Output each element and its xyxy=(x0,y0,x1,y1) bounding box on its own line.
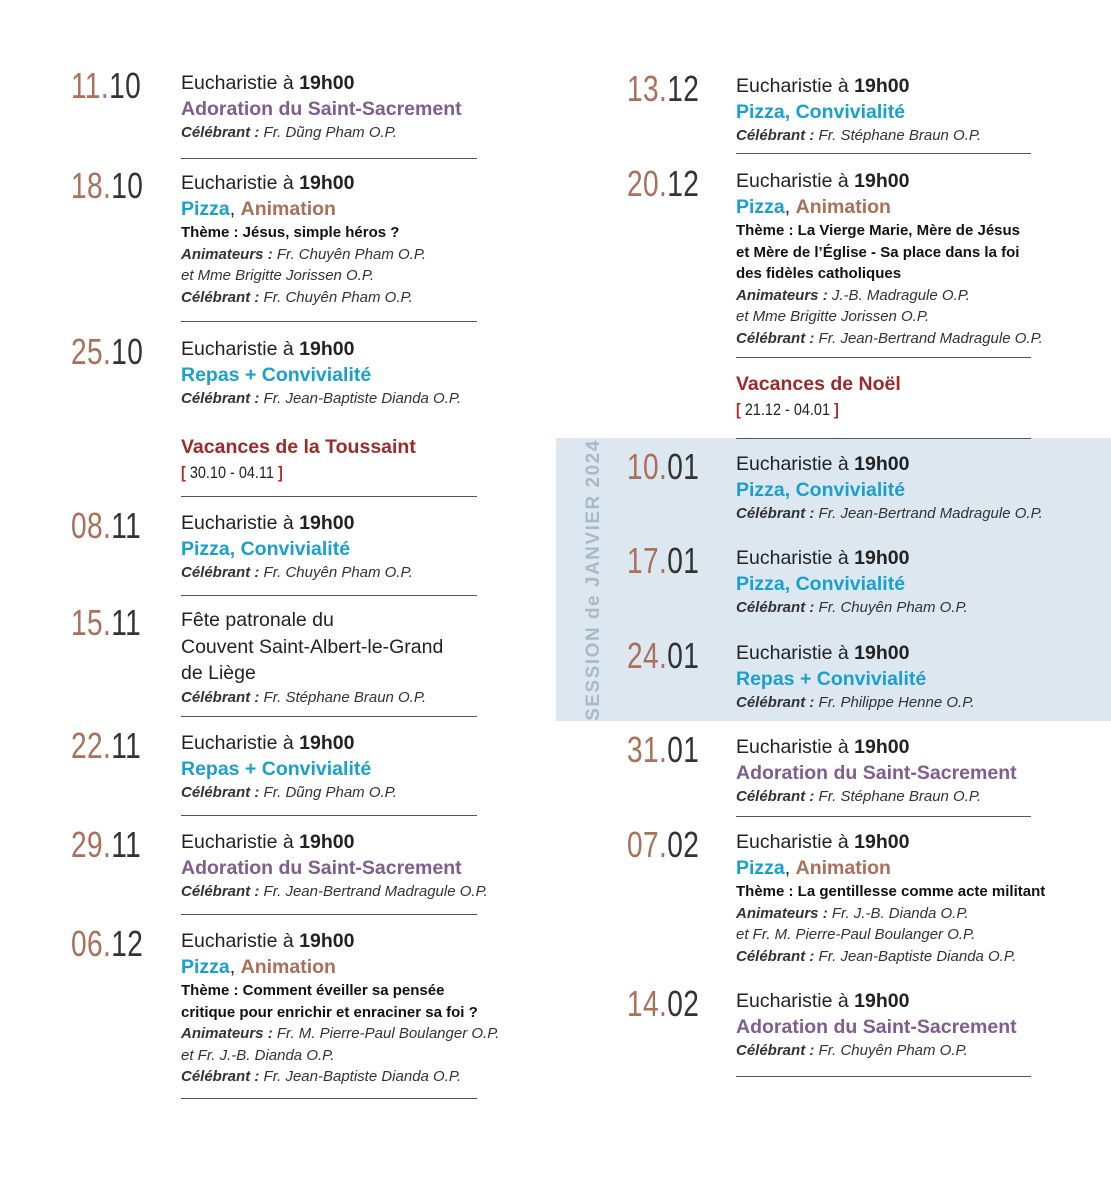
vacation-title: Vacances de la Toussaint xyxy=(181,436,416,458)
mass-label: Eucharistie à xyxy=(181,930,300,952)
celebrant-label: Célébrant : xyxy=(736,599,815,616)
activity-dark: , xyxy=(784,196,796,218)
date-month: 10 xyxy=(109,65,142,106)
animateurs-names: et Mme Brigitte Jorissen O.P. xyxy=(181,267,375,284)
mass-label: Eucharistie à xyxy=(736,831,855,853)
mass-time: 19h00 xyxy=(299,831,355,853)
celebrant-name: Fr. Chuyên Pham O.P. xyxy=(814,1042,968,1059)
date-month: 01 xyxy=(667,446,700,487)
date-dot: . xyxy=(103,331,112,372)
celebrant-label: Célébrant : xyxy=(181,883,260,900)
activity-dark: , xyxy=(784,857,796,879)
celebrant-label: Célébrant : xyxy=(736,788,815,805)
animateurs-names: et Fr. J.-B. Dianda O.P. xyxy=(181,1046,335,1064)
date-dot: . xyxy=(659,729,668,770)
celebrant-label: Célébrant : xyxy=(736,127,815,144)
separator-line xyxy=(736,1076,1031,1077)
animateurs-names: Fr. Chuyên Pham O.P. xyxy=(272,245,427,263)
celebrant-line xyxy=(181,687,541,709)
mass-label: Eucharistie à xyxy=(181,338,300,360)
mass-line xyxy=(736,451,1106,477)
entry-date xyxy=(71,506,141,546)
entry-date xyxy=(627,164,699,204)
activity-brown: Animation xyxy=(795,196,891,218)
date-day: 15 xyxy=(71,602,104,643)
date-day: 25 xyxy=(71,331,104,372)
activity-line xyxy=(181,756,541,782)
date-month: 11 xyxy=(111,824,142,865)
entry-date xyxy=(71,924,143,964)
entry-date xyxy=(71,825,141,865)
mass-label: Eucharistie à xyxy=(736,736,855,758)
animateurs-line xyxy=(736,285,1106,307)
entry-date xyxy=(627,69,699,109)
celebrant-label: Célébrant : xyxy=(736,694,815,711)
date-dot: . xyxy=(659,983,668,1024)
celebrant-label: Célébrant : xyxy=(736,947,815,965)
date-month: 10 xyxy=(111,165,144,206)
activity-line xyxy=(181,196,541,222)
date-day: 11 xyxy=(71,65,101,106)
theme-line: critique pour enrichir et enraciner sa foi ? xyxy=(181,1003,478,1021)
mass-time: 19h00 xyxy=(299,72,355,94)
entry-date xyxy=(627,636,699,676)
theme-line: et Mère de l’Église - Sa place dans la foi xyxy=(736,243,1020,261)
date-dot: . xyxy=(100,65,110,106)
entry-body xyxy=(181,70,541,144)
fete-line: Fête patronale du xyxy=(181,609,334,631)
date-day: 13 xyxy=(627,68,660,109)
mass-line xyxy=(181,170,541,196)
mass-line xyxy=(181,928,541,954)
celebrant-line xyxy=(736,946,1106,968)
animateurs-line xyxy=(736,924,1106,946)
entry-body xyxy=(181,730,541,804)
activity-line xyxy=(736,99,1106,125)
date-month: 02 xyxy=(667,983,700,1024)
date-day: 22 xyxy=(71,725,104,766)
entry-date xyxy=(627,730,699,770)
theme-line: Thème : Jésus, simple héros ? xyxy=(181,224,400,241)
animateurs-names: et Mme Brigitte Jorissen O.P. xyxy=(736,308,930,325)
date-dot: . xyxy=(103,505,112,546)
date-month: 10 xyxy=(111,331,144,372)
celebrant-name: Fr. Jean-Baptiste Dianda O.P. xyxy=(259,390,462,407)
date-dot: . xyxy=(659,446,668,487)
date-day: 18 xyxy=(71,165,104,206)
bracket-open: [ xyxy=(736,400,745,419)
activity-brown: Animation xyxy=(240,956,336,978)
celebrant-line xyxy=(736,503,1106,525)
entry-body xyxy=(736,73,1106,147)
entry-date xyxy=(627,447,699,487)
separator-line xyxy=(736,153,1031,154)
mass-line xyxy=(736,640,1106,666)
date-month: 12 xyxy=(667,163,700,204)
mass-label: Eucharistie à xyxy=(736,75,855,97)
entry-body xyxy=(736,734,1106,808)
activity-brown: Animation xyxy=(795,857,891,879)
entry-body xyxy=(181,607,541,708)
mass-label: Eucharistie à xyxy=(736,642,855,664)
activity-brown: Animation xyxy=(240,198,336,220)
mass-time: 19h00 xyxy=(854,547,910,569)
date-dot: . xyxy=(659,635,668,676)
date-day: 08 xyxy=(71,505,104,546)
date-day: 07 xyxy=(627,824,660,865)
date-dot: . xyxy=(103,824,112,865)
mass-line xyxy=(181,829,541,855)
separator-line xyxy=(181,595,477,596)
mass-line xyxy=(736,168,1106,194)
fete-line: de Liège xyxy=(181,662,256,684)
activity-line xyxy=(736,760,1106,786)
activity-purple: Adoration du Saint-Sacrement xyxy=(181,98,462,120)
entry-body xyxy=(736,371,1106,423)
celebrant-line xyxy=(181,782,541,804)
animateurs-label: Animateurs : xyxy=(181,245,273,263)
entry-date xyxy=(71,166,143,206)
activity-line xyxy=(736,194,1106,220)
celebrant-name: Fr. Chuyên Pham O.P. xyxy=(259,288,413,306)
celebrant-name: Fr. Dũng Pham O.P. xyxy=(259,784,397,801)
activity-line xyxy=(181,536,541,562)
animateurs-label: Animateurs : xyxy=(736,904,828,922)
bracket-close: ] xyxy=(273,463,283,482)
animateurs-names: et Fr. M. Pierre-Paul Boulanger O.P. xyxy=(736,926,976,943)
date-dot: . xyxy=(103,725,112,766)
activity-line xyxy=(181,954,541,980)
animateurs-names: Fr. J.-B. Dianda O.P. xyxy=(827,904,969,922)
animateurs-line xyxy=(181,265,541,287)
activity-dark: , xyxy=(229,956,241,978)
mass-time: 19h00 xyxy=(299,172,355,194)
date-day: 24 xyxy=(627,635,660,676)
celebrant-name: Fr. Dũng Pham O.P. xyxy=(259,124,397,141)
date-month: 11 xyxy=(111,602,142,643)
date-month: 01 xyxy=(667,540,700,581)
activity-blue: Pizza xyxy=(736,857,785,879)
celebrant-name: Fr. Chuyên Pham O.P. xyxy=(814,599,968,616)
activity-line xyxy=(181,96,541,122)
animateurs-line xyxy=(181,1023,541,1045)
entry-body xyxy=(181,510,541,584)
celebrant-line xyxy=(736,328,1106,350)
celebrant-name: Fr. Stéphane Braun O.P. xyxy=(814,127,982,144)
mass-line xyxy=(736,545,1106,571)
activity-blue: Pizza xyxy=(181,198,230,220)
date-day: 17 xyxy=(627,540,660,581)
animateurs-line xyxy=(181,1045,541,1067)
mass-time: 19h00 xyxy=(299,512,355,534)
vacation-date-range: 30.10 - 04.11 xyxy=(189,463,274,482)
celebrant-name: Fr. Jean-Baptiste Dianda O.P. xyxy=(814,947,1017,965)
activity-blue: Pizza, Convivialité xyxy=(736,479,906,501)
celebrant-label: Célébrant : xyxy=(736,505,815,522)
separator-line xyxy=(736,438,1031,439)
mass-label: Eucharistie à xyxy=(181,831,300,853)
separator-line xyxy=(181,914,477,915)
celebrant-label: Célébrant : xyxy=(181,564,260,581)
celebrant-line xyxy=(736,786,1106,808)
session-label-text: SESSION de JANVIER 2024 xyxy=(583,439,604,721)
entry-date xyxy=(71,332,143,372)
entry-date xyxy=(71,603,141,643)
activity-line xyxy=(736,477,1106,503)
celebrant-name: Fr. Jean-Baptiste Dianda O.P. xyxy=(259,1068,462,1085)
mass-line xyxy=(181,730,541,756)
mass-line xyxy=(736,829,1106,855)
celebrant-label: Célébrant : xyxy=(181,288,260,306)
activity-purple: Adoration du Saint-Sacrement xyxy=(181,857,462,879)
bracket-close: ] xyxy=(830,400,839,419)
entry-body xyxy=(736,168,1106,349)
date-month: 01 xyxy=(667,635,700,676)
mass-time: 19h00 xyxy=(299,338,355,360)
date-dot: . xyxy=(103,923,112,964)
date-month: 12 xyxy=(111,923,144,964)
mass-label: Eucharistie à xyxy=(181,172,300,194)
date-day: 31 xyxy=(627,729,660,770)
celebrant-name: Fr. Jean-Bertrand Madragule O.P. xyxy=(259,883,488,900)
date-dot: . xyxy=(659,163,668,204)
activity-blue: Repas + Convivialité xyxy=(181,758,372,780)
activity-blue: Pizza xyxy=(181,956,230,978)
date-day: 20 xyxy=(627,163,660,204)
entry-body xyxy=(181,829,541,903)
theme-line: Thème : La Vierge Marie, Mère de Jésus xyxy=(736,222,1021,239)
activity-blue: Repas + Convivialité xyxy=(736,668,927,690)
separator-line xyxy=(736,357,1031,358)
celebrant-line xyxy=(181,122,541,144)
activity-purple: Adoration du Saint-Sacrement xyxy=(736,762,1017,784)
date-day: 06 xyxy=(71,923,104,964)
entry-body xyxy=(181,170,541,308)
activity-blue: Repas + Convivialité xyxy=(181,364,372,386)
activity-line xyxy=(181,855,541,881)
celebrant-label: Célébrant : xyxy=(181,688,260,706)
animateurs-line xyxy=(736,306,1106,328)
mass-label: Eucharistie à xyxy=(181,732,300,754)
entry-body xyxy=(736,988,1106,1062)
vacation-dates xyxy=(736,397,1051,423)
celebrant-line xyxy=(736,1040,1106,1062)
activity-purple: Adoration du Saint-Sacrement xyxy=(736,1016,1017,1038)
mass-time: 19h00 xyxy=(854,990,910,1012)
date-day: 14 xyxy=(627,983,660,1024)
separator-line xyxy=(181,496,477,497)
fete-line: Couvent Saint-Albert-le-Grand xyxy=(181,635,444,658)
mass-time: 19h00 xyxy=(854,642,910,664)
celebrant-line xyxy=(736,597,1106,619)
animateurs-label: Animateurs : xyxy=(736,286,828,304)
celebrant-label: Célébrant : xyxy=(181,784,260,801)
entry-body xyxy=(181,928,541,1088)
activity-blue: Pizza xyxy=(736,196,785,218)
celebrant-label: Célébrant : xyxy=(181,390,260,407)
activity-dark: , xyxy=(229,198,241,220)
entry-body xyxy=(736,545,1106,619)
mass-time: 19h00 xyxy=(854,170,910,192)
mass-line xyxy=(736,734,1106,760)
entry-body xyxy=(736,640,1106,714)
date-dot: . xyxy=(659,824,668,865)
animateurs-names: J.-B. Madragule O.P. xyxy=(827,286,970,304)
entry-body xyxy=(736,451,1106,525)
activity-line xyxy=(736,1014,1106,1040)
activity-blue: Pizza, Convivialité xyxy=(181,538,351,560)
vacation-date-range: 21.12 - 04.01 xyxy=(744,400,831,419)
mass-line xyxy=(736,73,1106,99)
celebrant-name: Fr. Stéphane Braun O.P. xyxy=(814,788,982,805)
date-month: 01 xyxy=(667,729,700,770)
separator-line xyxy=(181,716,477,717)
separator-line xyxy=(181,815,477,816)
mass-line xyxy=(736,988,1106,1014)
entry-date xyxy=(71,66,141,106)
celebrant-label: Célébrant : xyxy=(181,1068,260,1085)
entry-body xyxy=(736,829,1106,967)
celebrant-line xyxy=(181,388,541,410)
activity-line xyxy=(736,571,1106,597)
separator-line xyxy=(181,321,477,322)
activity-line xyxy=(736,855,1106,881)
celebrant-name: Fr. Philippe Henne O.P. xyxy=(814,694,975,711)
celebrant-line xyxy=(736,125,1106,147)
activity-blue: Pizza, Convivialité xyxy=(736,573,906,595)
celebrant-label: Célébrant : xyxy=(736,1042,815,1059)
celebrant-name: Fr. Jean-Bertrand Madragule O.P. xyxy=(814,505,1043,522)
date-day: 10 xyxy=(627,446,660,487)
entry-date xyxy=(627,984,699,1024)
celebrant-label: Célébrant : xyxy=(736,329,815,347)
mass-label: Eucharistie à xyxy=(736,170,855,192)
vacation-title: Vacances de Noël xyxy=(736,373,901,395)
celebrant-label: Célébrant : xyxy=(181,124,260,141)
mass-label: Eucharistie à xyxy=(736,990,855,1012)
date-day: 29 xyxy=(71,824,104,865)
date-dot: . xyxy=(103,602,112,643)
celebrant-line xyxy=(736,692,1106,714)
animateurs-label: Animateurs : xyxy=(181,1025,273,1042)
mass-time: 19h00 xyxy=(854,831,910,853)
vacation-dates xyxy=(181,460,487,486)
date-dot: . xyxy=(659,540,668,581)
entry-date xyxy=(627,825,699,865)
date-month: 11 xyxy=(111,505,142,546)
date-dot: . xyxy=(103,165,112,206)
celebrant-name: Fr. Chuyên Pham O.P. xyxy=(259,564,413,581)
mass-time: 19h00 xyxy=(854,736,910,758)
entry-date xyxy=(71,726,141,766)
separator-line xyxy=(736,816,1031,817)
animateurs-names: Fr. M. Pierre-Paul Boulanger O.P. xyxy=(272,1025,500,1042)
celebrant-name: Fr. Jean-Bertrand Madragule O.P. xyxy=(814,329,1043,347)
theme-line: Thème : La gentillesse comme acte militant xyxy=(736,883,1046,900)
animateurs-line xyxy=(181,244,541,266)
mass-label: Eucharistie à xyxy=(736,547,855,569)
celebrant-line xyxy=(181,287,541,309)
mass-line xyxy=(181,70,541,96)
date-month: 11 xyxy=(111,725,142,766)
separator-line xyxy=(181,158,477,159)
bracket-open: [ xyxy=(181,463,190,482)
animateurs-line xyxy=(736,903,1106,925)
mass-label: Eucharistie à xyxy=(181,72,300,94)
activity-blue: Pizza, Convivialité xyxy=(736,101,906,123)
mass-time: 19h00 xyxy=(299,732,355,754)
date-dot: . xyxy=(659,68,668,109)
activity-line xyxy=(181,362,541,388)
separator-line xyxy=(181,1098,477,1099)
celebrant-line xyxy=(181,881,541,903)
activity-line xyxy=(736,666,1106,692)
mass-line xyxy=(181,510,541,536)
theme-line: des fidèles catholiques xyxy=(736,265,902,282)
mass-time: 19h00 xyxy=(854,75,910,97)
entry-body xyxy=(181,336,541,410)
date-month: 02 xyxy=(667,824,700,865)
mass-label: Eucharistie à xyxy=(736,453,855,475)
date-month: 12 xyxy=(667,68,700,109)
mass-line xyxy=(181,336,541,362)
entry-body xyxy=(181,434,541,486)
celebrant-name: Fr. Stéphane Braun O.P. xyxy=(259,688,427,706)
celebrant-line xyxy=(181,1066,541,1088)
celebrant-line xyxy=(181,562,541,584)
mass-label: Eucharistie à xyxy=(181,512,300,534)
theme-line: Thème : Comment éveiller sa pensée xyxy=(181,982,445,999)
mass-time: 19h00 xyxy=(854,453,910,475)
entry-date xyxy=(627,541,699,581)
mass-time: 19h00 xyxy=(299,930,355,952)
